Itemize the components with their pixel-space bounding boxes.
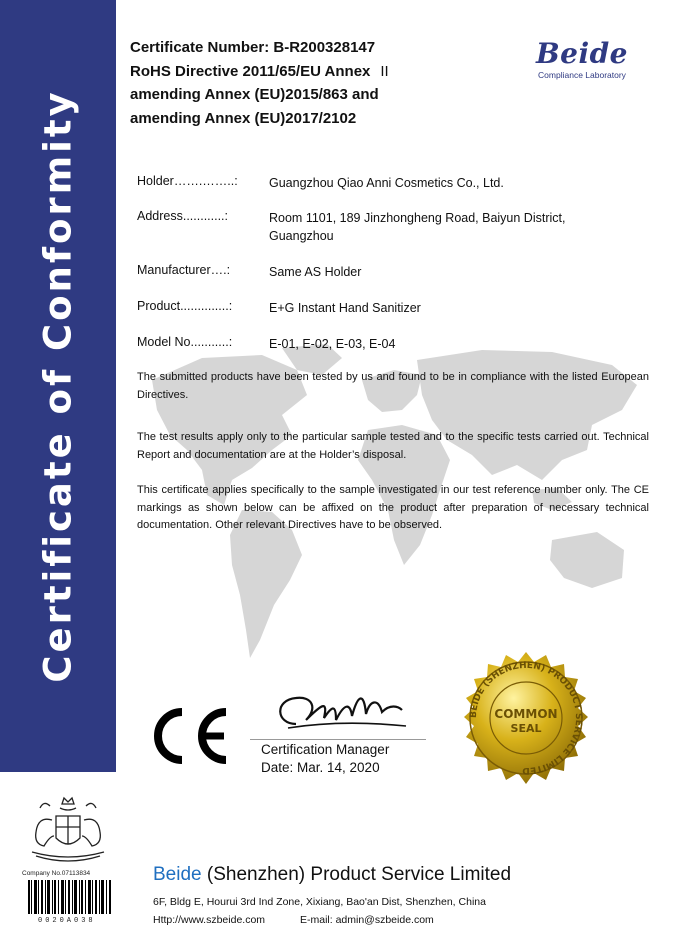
seal-ring-text: BEIDE (SHENZHEN) PRODUCT SERVICE LIMITED	[468, 660, 584, 776]
company-number: Company No.07113834	[22, 870, 91, 877]
amendment-line-1: amending Annex (EU)2015/863 and	[130, 86, 379, 103]
compliance-paragraph: The submitted products have been tested by us and found to be in compliance with the listed European Directives.	[137, 371, 649, 401]
holder-label: Holder…….……..:	[137, 174, 238, 188]
amendment-line-2: amending Annex (EU)2017/2102	[130, 109, 357, 127]
address-value	[269, 209, 649, 245]
product-label: Product..............:	[137, 299, 233, 313]
footer-address: 6F, Bldg E, Hourui 3rd Ind Zone, Xixiang, Bao'an Dist, Shenzhen, China	[153, 896, 486, 908]
certificate-header	[130, 36, 389, 130]
seal-center-line-1: COMMON	[494, 707, 558, 721]
footer-email-link[interactable]: E-mail: admin@szbeide.com	[300, 914, 434, 926]
address-line-2: Guangzhou	[269, 229, 334, 243]
test-results-paragraph: The test results apply only to the particular sample tested and to the specific tests carried out. Technical Report and documentation are at the Holder’s disposal.	[137, 431, 649, 461]
manufacturer-value: Same AS Holder	[269, 265, 362, 279]
logo-wordmark: Beide	[535, 37, 628, 70]
product-value: E+G Instant Hand Sanitizer	[269, 301, 421, 315]
footer-brand: Beide	[153, 864, 202, 885]
barcode-number: 0020A038	[38, 917, 96, 925]
footer-company-name	[153, 864, 511, 886]
model-label: Model No...........:	[137, 335, 233, 349]
signature-title: Certification Manager	[261, 742, 390, 757]
certificate-date: Date: Mar. 14, 2020	[261, 760, 380, 775]
banner-title: Certificate of Conformity	[36, 89, 80, 683]
side-banner	[0, 0, 116, 772]
gold-seal-icon	[456, 650, 596, 790]
address-line-1: Room 1101, 189 Jinzhongheng Road, Baiyun District,	[269, 211, 566, 225]
signature-line	[250, 739, 426, 740]
signature-image	[266, 686, 410, 738]
directive-line	[130, 60, 389, 84]
certificate-number-label: Certificate Number:	[130, 39, 270, 56]
seal-center-line-2: SEAL	[510, 722, 542, 735]
certificate-number-line	[130, 36, 389, 60]
royal-crest-icon	[24, 786, 112, 866]
directive-text: RoHS Directive 2011/65/EU Annex	[130, 62, 371, 80]
footer-name-rest: (Shenzhen) Product Service Limited	[201, 864, 512, 885]
footer-website-link[interactable]: Http://www.szbeide.com	[153, 914, 266, 926]
model-value: E-01, E-02, E-03, E-04	[269, 337, 396, 351]
manufacturer-label: Manufacturer….:	[137, 263, 231, 277]
annex-roman-numeral: II	[380, 62, 389, 80]
certificate-number: B-R200328147	[273, 39, 376, 56]
ce-mark-icon	[144, 706, 232, 766]
holder-value: Guangzhou Qiao Anni Cosmetics Co., Ltd.	[269, 176, 504, 190]
logo-subtitle: Compliance Laboratory	[538, 70, 626, 80]
barcode-icon	[28, 880, 112, 914]
ce-marking-paragraph: This certificate applies specifically to the sample investigated in our test reference number only. The CE markings as shown below can be affixed on the product after preparation of necessary technical documentation. Other relevant Directives have to be observed.	[137, 484, 649, 531]
beide-logo	[522, 37, 642, 80]
address-label: Address............:	[137, 209, 229, 223]
